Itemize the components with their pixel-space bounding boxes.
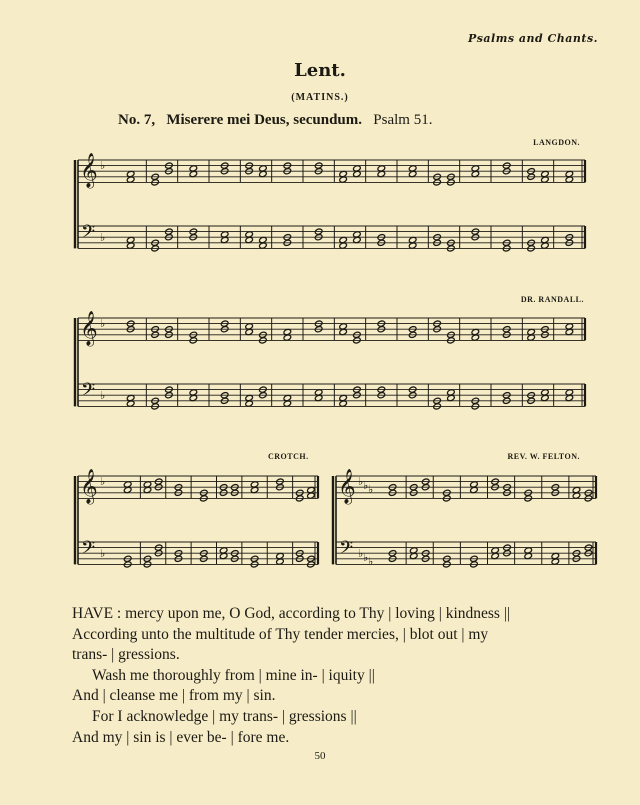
flat-sign-icon: ♭ <box>363 551 369 564</box>
flat-sign-icon: ♭ <box>100 475 106 488</box>
composer-first: LANGDON. <box>533 138 580 147</box>
psalm-line: For I acknowledge | my trans- | gressions || <box>92 707 357 725</box>
composer-fourth: REV. W. FELTON. <box>507 452 580 461</box>
piece-number: No. 7, <box>118 112 156 128</box>
psalm-line: HAVE : mercy upon me, O God, according to Thy | loving | kindness || <box>72 605 511 622</box>
season-heading: Lent. <box>294 60 346 81</box>
piece-latin-title: Miserere mei Deus, secundum. <box>166 112 363 128</box>
bass-clef-icon: 𝄢 <box>339 538 354 563</box>
flat-sign-icon: ♭ <box>368 555 374 568</box>
treble-clef-icon: 𝄞 <box>80 311 98 346</box>
flat-sign-icon: ♭ <box>100 159 106 172</box>
bass-clef-icon: 𝄢 <box>81 222 96 247</box>
composer-second: DR. RANDALL. <box>520 295 584 304</box>
flat-sign-icon: ♭ <box>100 547 106 560</box>
flat-sign-icon: ♭ <box>100 317 106 330</box>
psalm-text <box>72 604 612 748</box>
psalm-line: And | cleanse me | from my | sin. <box>72 687 276 705</box>
bass-clef-icon: 𝄢 <box>81 538 96 563</box>
psalm-line: And my | sin is | ever be- | fore me. <box>72 728 290 746</box>
treble-clef-icon: 𝄞 <box>338 469 356 504</box>
psalm-line: According unto the multitude of Thy tender mercies, | blot out | my <box>72 625 489 643</box>
flat-sign-icon: ♭ <box>100 231 106 244</box>
page-number: 50 <box>314 750 326 762</box>
psalm-line: Wash me thoroughly from | mine in- | iquity || <box>92 666 375 684</box>
psalm-reference: Psalm 51. <box>373 112 433 128</box>
composer-third: CROTCH. <box>268 452 309 461</box>
chant-systems <box>75 153 596 568</box>
service-heading: (MATINS.) <box>291 92 349 103</box>
flat-sign-icon: ♭ <box>358 547 364 560</box>
flat-sign-icon: ♭ <box>363 479 369 492</box>
treble-clef-icon: 𝄞 <box>80 469 98 504</box>
flat-sign-icon: ♭ <box>368 483 374 496</box>
running-head: Psalms and Chants. <box>467 32 598 45</box>
bass-clef-icon: 𝄢 <box>81 380 96 405</box>
flat-sign-icon: ♭ <box>358 475 364 488</box>
flat-sign-icon: ♭ <box>100 389 106 402</box>
psalm-line: trans- | gressions. <box>72 646 180 664</box>
treble-clef-icon: 𝄞 <box>80 153 98 188</box>
